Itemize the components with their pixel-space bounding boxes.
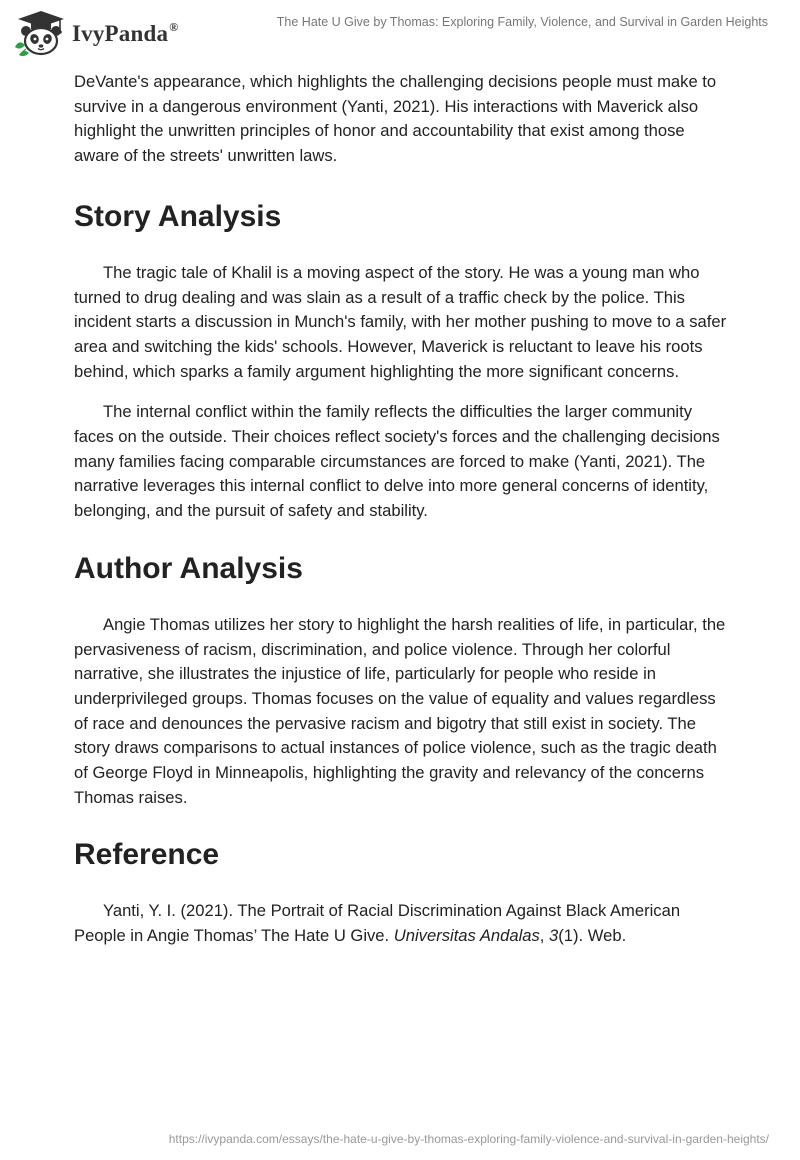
reference-entry: Yanti, Y. I. (2021). The Portrait of Racial Discrimination Against Black American People in Angie Thomas’ The Hate U Give. Universitas Andalas, 3(1). Web.: [74, 901, 681, 946]
reference-volume: 3: [549, 926, 559, 946]
panda-graduate-icon: [12, 9, 70, 57]
story-analysis-paragraph: The tragic tale of Khalil is a moving aspect of the story. He was a young man who turned to drug dealing and was slain as a result of a traffic check by the police. This incident starts a discussion in Munch's family, with her mother pushing to move to a safer area and switching the kids' schools. However, Maverick is reluctant to leave his roots behind, which sparks a family argument highlighting the more significant concerns.: [74, 262, 727, 381]
story-analysis-paragraph: The internal conflict within the family reflects the difficulties the larger community faces on the outside. Their choices reflect society's forces and the challenging decisions many families facing comparable circumstances are forced to make (Yanti, 2021). The narrative leverages this internal conflict to delve into more general concerns of identity, belonging, and the pursuit of safety and stability.: [74, 402, 720, 521]
document-title: The Hate U Give by Thomas: Exploring Family, Violence, and Survival in Garden Heights: [276, 15, 768, 29]
ivypanda-logo[interactable]: [12, 9, 178, 57]
footer-source-url[interactable]: https://ivypanda.com/essays/the-hate-u-give-by-thomas-exploring-family-violence-and-survival-in-garden-heights/: [168, 1132, 769, 1146]
essay-content: [74, 70, 734, 949]
author-analysis-heading: Author Analysis: [74, 551, 303, 585]
reference-heading: Reference: [74, 838, 220, 872]
brand-name: IvyPanda®: [72, 19, 179, 46]
story-analysis-heading: Story Analysis: [74, 199, 282, 233]
page-header: [0, 0, 800, 62]
author-analysis-paragraph: Angie Thomas utilizes her story to highlight the harsh realities of life, in particular, the pervasiveness of racism, discrimination, and police violence. Through her colorful narrative, she illustrates the injustice of life, particularly for people who reside in underprivileged groups. Thomas focuses on the value of equality and values regardless of race and denounces the pervasive racism and bigotry that still exist in society. The story draws comparisons to actual instances of police violence, such as the tragic death of George Floyd in Minneapolis, highlighting the gravity and relevancy of the concerns Thomas raises.: [74, 614, 726, 807]
reference-journal: Universitas Andalas: [393, 926, 540, 946]
intro-paragraph: DeVante's appearance, which highlights the challenging decisions people must make to survive in a dangerous environment (Yanti, 2021). His interactions with Maverick also highlight the unwritten principles of honor and accountability that exist among those aware of the streets' unwritten laws.: [74, 72, 717, 166]
